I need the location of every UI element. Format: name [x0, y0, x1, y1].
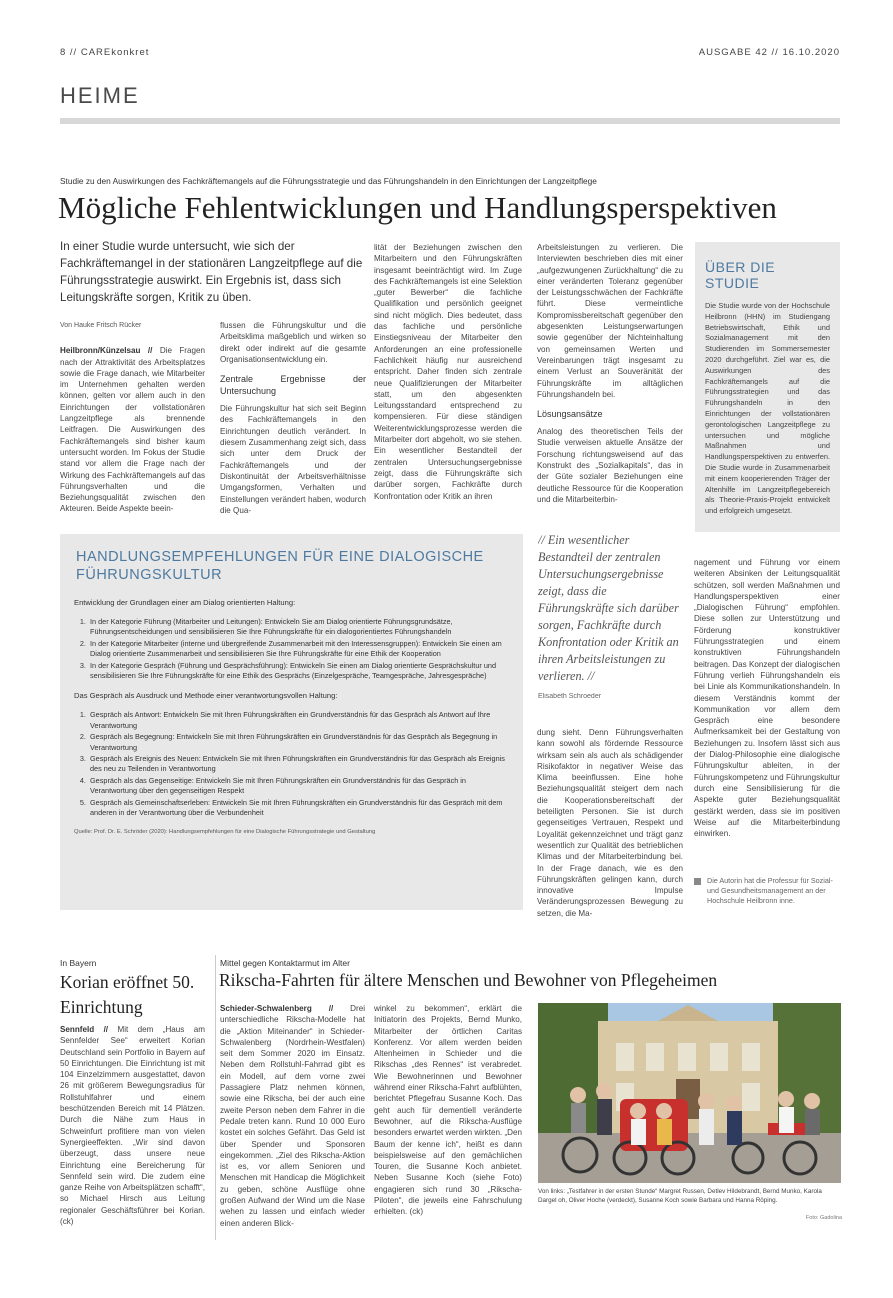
list-item: 5. Gespräch als Gemeinschaftserleben: Entwickeln Sie mit Ihren Führungskräften ein Grundverständnis für das Gespräch mit dem anderen in der Verantwortung über die Verbundenheit — [88, 798, 509, 819]
caption-marker — [694, 878, 701, 885]
rikscha-column-1 — [220, 1003, 365, 1231]
study-info-box — [695, 242, 840, 532]
list-item: 3. In der Kategorie Gespräch (Führung und Gesprächsführung): Entwickeln Sie einen am Dialog orientierte Gesprächskultur und sensibilisieren Sie Ihre Führungskräfte für eine Ethik des Gesprächs (Einzelgespräche, Teamgespräche, Jahresgespräche) — [88, 661, 509, 682]
recommendations-title: HANDLUNGSEMPFEHLUNGEN FÜR EINE DIALOGISCHE FÜHRUNGSKULTUR — [76, 549, 484, 583]
photo-caption: Von links: „Testfahrer in der ersten Stunde“ Margret Russen, Detlev Hildebrandt, Bernd Munko, Karola Dargel oh, Oliver Hoche (verdeckt), Susanne Koch sowie Barbara und Hanna Röping. — [538, 1188, 822, 1204]
column-5-text: nagement und Führung vor einem weiteren Absinken der Leitungsqualität schützen, soll werden Maßnahmen und Handlungsperspektiven einer „Dialogischen Führung“ empfohlen. Diese sollen zur Unterstützung und Förderung konstruktiver Führungsstrategien und einem konstruktiven Führungshandeln beitragen. Das Konzept der dialogischen Führung verlieh Führungshandeln eis bei Linie als Kommunikationshandeln. In diesem Verständnis kommt der Kommunikation vor allem dem Gespräch eine besondere Aufmerksamkeit bei der Gestaltung von Beziehungen zu. Insofern lässt sich aus der Dialog-Philosophie eine dialogische Führungskultur ableiten, in der Führungskompetenz und Führungskultur durch eine Sensibilisierung für die Aspekte guter Beziehungsqualität gestärkt werden, dass sie im positiven Weise auf die Mitarbeiterbindung einwirken. — [694, 558, 840, 839]
list-item: 2. In der Kategorie Mitarbeiter (interne und übergreifende Zusammenarbeit mit den Interessensgruppen): Entwickeln Sie einen am Dialog orientierte Zusammenarbeit und sensibilisieren Sie Ihre Führungskräfte für eine Ethik der Kooperation — [88, 639, 509, 660]
article-column-4 — [537, 242, 683, 520]
list-item: 3. Gespräch als Ereignis des Neuen: Entwickeln Sie mit Ihren Führungskräften ein Grundverständnis für das Gespräch als Ereignis des neu zu Teilenden in Verantwortung — [88, 754, 509, 775]
photo-credit: Foto: Gadolina — [805, 1215, 842, 1221]
running-header-right: AUSGABE 42 // 16.10.2020 — [698, 47, 840, 58]
side-article-body — [60, 1024, 205, 1232]
column-4-text-a: Arbeitsleistungen zu verlieren. Die Interviewten beschrieben dies mit einer „aufgezwungenen Zurückhaltung“ die zu einer veränderten Toleranz gegenüber der Leistungsschwächen der Fachkräfte führt. Diese vermeintliche Kompromissbereitschaft gegenüber den abgesenkten Leistungserwartungen sowie gegenüber der Nichteinhaltung von gemeinsamen Werten und Vereinbarungen trägt insgesamt zu einem Verlust an Souveränität der Führungskräfte im alltäglichen Führungshandeln bei. — [537, 243, 683, 399]
list-item: 1. Gespräch als Antwort: Entwickeln Sie mit Ihren Führungskräften ein Grundverständnis für das Gespräch als Antwort auf Ihre Verantwortung — [88, 710, 509, 731]
article-column-2 — [220, 320, 366, 520]
article-column-4-continued — [537, 727, 683, 925]
rikscha-photo — [538, 1003, 841, 1183]
article-byline: Von Hauke Fritsch Rücker — [60, 322, 142, 329]
article-kicker: Studie zu den Auswirkungen des Fachkräftemangels auf die Führungsstrategie und das Führungshandeln in den Einrichtungen der Langzeitpflege — [60, 176, 597, 186]
recommendations-list-1 — [88, 617, 509, 681]
subheading-solutions: Lösungsansätze — [537, 409, 603, 420]
side-dateline: Sennfeld // — [60, 1025, 109, 1034]
rikscha-headline: Rikscha-Fahrten für ältere Menschen und Bewohner von Pflegeheimen — [219, 970, 718, 990]
column-1-text: Die Fragen nach der Attraktivität des Arbeitsplatzes sowie die Frage danach, wie Mitarbeiter im Unternehmen gehalten werden können, gelten vor allem auch in den Einrichtungen der vollstationären Langzeitpflege als brennende Leitfragen. Die Auswirkungen des Fachkräftemangels sind bisher kaum untersucht worden. Im Fokus der Studie stand vor allem die Frage nach der Wirkung des Fachkräftemangels auf das Führungsverhalten und die Beziehungsqualität zwischen den Akteuren. Beide Aspekte beein- — [60, 346, 205, 514]
article-column-5 — [694, 557, 840, 867]
column-2-text-a: flussen die Führungskultur und die Arbeitsklima maßgeblich und wirken so direkt oder indirekt auf die gesamte Organisationsentwicklung ein. — [220, 321, 366, 364]
study-box-text: Die Studie wurde von der Hochschule Heilbronn (HHN) im Studiengang Betriebswirtschaft, Ethik und Sozialmanagement mit den Studierenden im Sommersemester 2020 durchgeführt. Ziel war es, die Auswirkungen des Fachkräftemangels auf die Führungsstrategien und das Führungshandeln in den Einrichtungen der vollstationären gerontologischen Langzeitpflege zu untersuchen und mögliche Maßnahmen und Handlungsperspektiven zu entwerfen. Die Studie wurde in Zusammenarbeit mit einem kooperierenden Träger der Altenhilfe im Langzeitpflegebereich als Theorie-Praxis-Projekt entwickelt und erfolgreich umgesetzt. — [705, 301, 830, 516]
section-rule — [60, 118, 840, 124]
rikscha-column-2 — [374, 1003, 522, 1231]
study-box-title: ÜBER DIE STUDIE — [705, 259, 776, 291]
rikscha-kicker: Mittel gegen Kontaktarmut im Alter — [220, 958, 350, 968]
rikscha-column-1-text: Drei unterschiedliche Rikscha-Modelle hat die „Aktion Miteinander“ in Schieder-Schwalenberg (Nordrhein-Westfalen) seit dem Sommer 2020 im Einsatz. Neben dem Rollstuhl-Fahrrad gibt es ein Modell, auf dem vorne zwei Passagiere Platz nehmen können, sowie eine Rikscha, bei der auch eine zweite Person neben dem Fahrer in die Pedale treten kann. Rund 10 000 Euro kostet ein solches Gefährt. Das Geld ist über Spender und Sponsoren eingekommen. „Ziel des Rikscha-Aktion ist es, vor allem Senioren und Menschen mit Handicap die Möglichkeit zu geben, schöne Ausflüge ohne großen Aufwand der Wind um die Nase wehen zu lassen und einfach wieder einen anderen Blick- — [220, 1004, 365, 1228]
column-divider — [215, 955, 216, 1240]
article-column-3 — [374, 242, 522, 520]
recommendations-lead-2: Das Gespräch als Ausdruck und Methode einer verantwortungsvollen Haltung: — [74, 691, 338, 701]
pull-quote: // Ein wesentlicher Bestandteil der zentralen Untersuchungsergebnisse zeigt, dass die Führungskräfte sich darüber sorgen, Fachkräfte durch Konfrontation oder Kritik an ihren Arbeitsleistungen zu verlieren. // — [538, 533, 679, 683]
rikscha-column-2-text: winkel zu bekommen“, erklärt die Initiatorin des Projekts, Bernd Munko, Mitarbeiter der örtlichen Caritas Konferenz. Vor allem werden beiden Altenheimen in Schieder und die Rikschas „des Rennes“ ist verabredet. Wie Bewohnerinnen und Bewohner während einer Rikscha-Fahrt aufblühten, berichtet Pflegefrau Susanne Koch. Das geht auch für dementiell veränderte Bewohner, auf die Rikscha-Ausflüge besonders erwartet werden wirkten. „Den Baum der kenne ich“, heißt es dann beispielsweise auf den gemächlichen Touren, die Susanne Koch anbietet. Neben Susanne Koch (siehe Foto) engagieren sich rund 30 „Rikscha-Piloten“, die jeweils eine Fahrschulung erhielten. (ck) — [374, 1004, 522, 1217]
column-4-text-c: dung sieht. Denn Führungsverhalten kann sowohl als fördernde Ressource wirksam sein als auch als schädigender Risikofaktor in negativer Weise das Klima beeinflussen. Eine hohe Beziehungsqualität steigert dem nach die Kooperationsbereitschaft der beteiligten Personen. Sie ist durch gegenseitiges Vertrauen, Respekt und Loyalität gekennzeichnet und trägt ganz wesentlich zur Qualität des betrieblichen Klimas und der Mitarbeiterbindung bei. In der Frage danach, wie es den Führungskräften gelingen kann, durch innovative Impulse Veränderungsprozessen Bewegung zu setzen, die Ma- — [537, 728, 683, 918]
list-item: 4. Gespräch als das Gegenseitige: Entwickeln Sie mit Ihren Führungskräften ein Grundverständnis für das Gespräch in Verantwortung über den gegenseitigen Respekt — [88, 776, 509, 797]
column-2-text-b: Die Führungskultur hat sich seit Beginn des Fachkräftemangels in den Einrichtungen deutlich verändert. In diesem Zusammenhang zeigt sich, dass sich unter dem Druck der Fachkräftemangels und der Diskontinuität der Arbeitsverhältnisse Umgangsformen, Verhalten und Einstellungen verändert haben, wodurch die Qua- — [220, 404, 366, 515]
recommendations-list-2 — [88, 710, 509, 818]
author-caption: Die Autorin hat die Professur für Sozial- und Gesundheitsmanagement an der Hochschule Heilbronn inne. — [707, 876, 833, 905]
side-article-kicker: In Bayern — [60, 958, 97, 968]
article-column-1 — [60, 320, 205, 520]
recommendations-source: Quelle: Prof. Dr. E. Schröder (2020): Handlungsempfehlungen für eine Dialogische Führungsstrategie und Gestaltung — [74, 828, 376, 835]
column-4-text-b: Analog des theoretischen Teils der Studie verweisen aktuelle Ansätze der Forschung richtungsweisend auf das Konstrukt des „Sozialkapitals“, das in der Güte sozialer Beziehungen eine deutliche Ressource für die Kooperation und die Mitarbeiterbin- — [537, 427, 683, 504]
article-headline: Mögliche Fehlentwicklungen und Handlungsperspektiven — [58, 190, 777, 225]
rikscha-photo-illustration — [538, 1003, 841, 1183]
section-title: HEIME — [60, 83, 140, 108]
pull-quote-author: Elisabeth Schroeder — [538, 693, 602, 700]
subheading-results: Zentrale Ergebnisse der Untersuchung — [220, 374, 366, 397]
side-article-text: Mit dem „Haus am Sennfelder See“ erweitert Korian Deutschland sein Portfolio in Bayern auf 50 Einrichtungen. Die Einrichtung ist mit 104 Einzelzimmern ausgestattet, davon 26 mit größerem Bewegungsradius für Rollstuhlfahrer und einem beschützenden Bereich mit 14 Plätzen. Durch die Nähe zum Haus in Schweinfurt profitiere man von vielen Synergieeffekten. „Wir sind davon überzeugt, dass unsere neue Einrichtung eine Bereicherung für Sennfeld sein wird. Die zudem eine ganze Reihe von Arbeitsplätzen schafft“, so Michael Hirsch aus Leitung regionaler Geschäftsführer bei Korian. (ck) — [60, 1025, 205, 1227]
list-item: 1. In der Kategorie Führung (Mitarbeiter und Leitungen): Entwickeln Sie am Dialog orientierte Führungsgrundsätze, Führungsentscheidungen und sensibilisieren Sie Ihre Führungskräfte für ein dialogorientiertes Führungshandeln — [88, 617, 509, 638]
rikscha-dateline: Schieder-Schwalenberg // — [220, 1004, 334, 1013]
recommendations-lead-1: Entwicklung der Grundlagen einer am Dialog orientierten Haltung: — [74, 598, 296, 607]
column-3-text: lität der Beziehungen zwischen den Mitarbeitern und den Führungskräften insgesamt beeinträchtigt wird. Im Zuge des Fachkräftemangels ist eine Selektion „guter Bewerber“ die fachliche Qualifikation und persönlich geeignet sind nicht möglich. Dies bedeutet, dass das fachliche und persönliche Einstiegsniveau der Mitarbeiter den Anforderungen an eine professionelle Fachlichkeit häufig nur ausreichend entspricht. Daher finden sich zentrale neue Qualifizierungen der Mitarbeiter statt, um den abgesenkten Leitungsstandard entsprechend zu kompensieren. Für diese ständigen Weiterentwicklungsprozesse werden die Mitarbeiter dort abgeholt, wo sie stehen. Ein wesentlicher Bestandteil der zentralen Untersuchungsergebnisse zeigt, dass die Führungskräfte sich darüber sorgen, Fachkräfte durch Konfrontation oder Kritik an ihren — [374, 243, 522, 501]
recommendations-box — [60, 534, 523, 910]
list-item: 2. Gespräch als Begegnung: Entwickeln Sie mit Ihren Führungskräften ein Grundverständnis für das Gespräch als Begegnung in Verantwortung — [88, 732, 509, 753]
article-intro: In einer Studie wurde untersucht, wie sich der Fachkräftemangel in der stationären Langzeitpflege auf die Führungsstrategie auswirkt. Ein Ergebnis ist, dass sich Leitungskräfte sorgen, Kritik zu üben. — [60, 240, 363, 304]
side-article-headline: Korian eröffnet 50. Einrichtung — [60, 972, 195, 1017]
dateline: Heilbronn/Künzelsau // — [60, 346, 153, 356]
running-header-left: 8 // CAREkonkret — [60, 47, 150, 58]
